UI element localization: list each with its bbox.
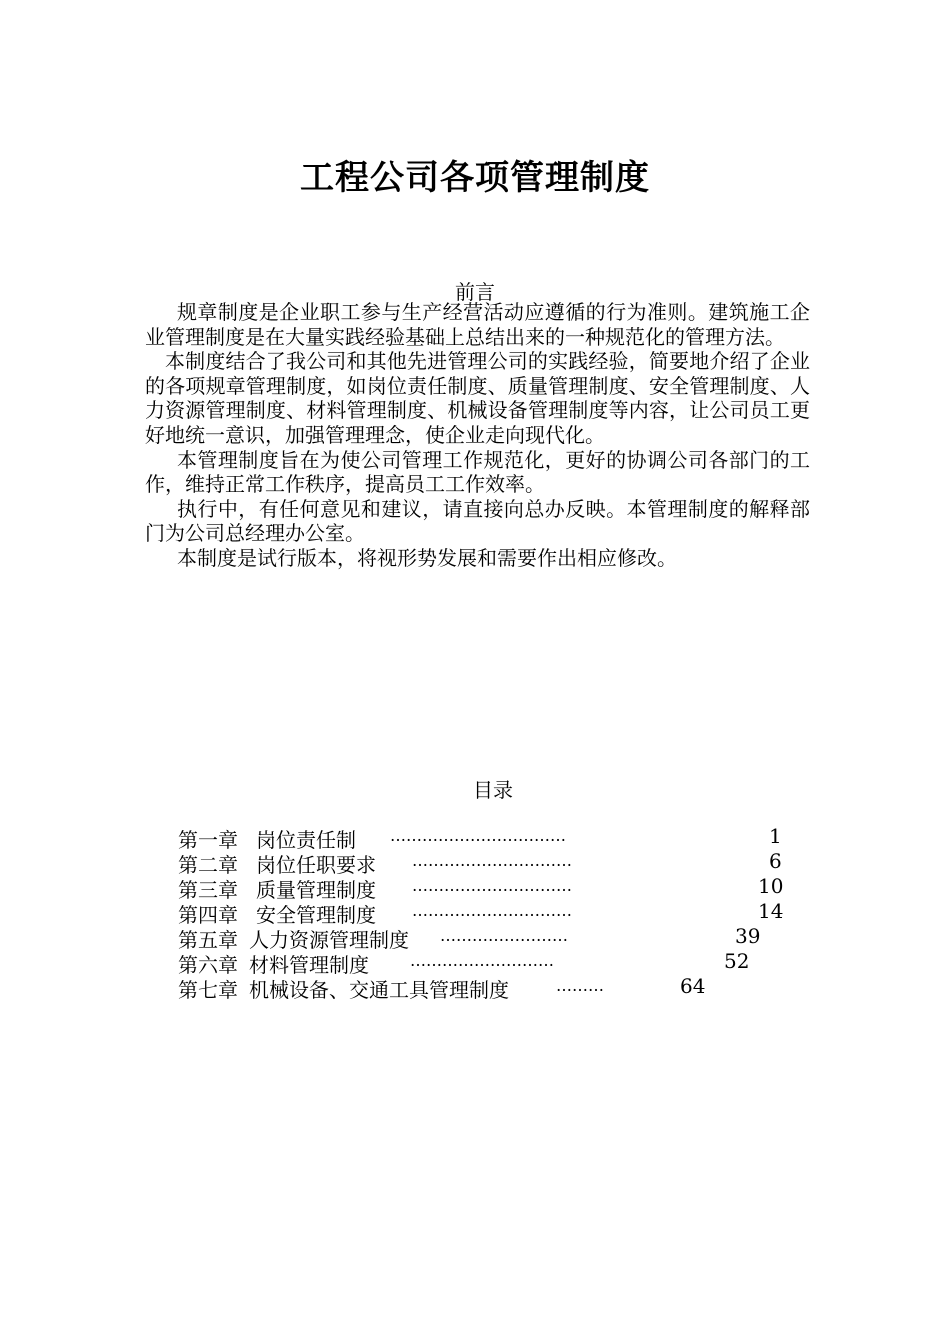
toc-chapter: 第六章 bbox=[178, 953, 238, 977]
toc-page: 64 bbox=[680, 974, 706, 998]
preface-paragraph: 本制度是试行版本，将视形势发展和需要作出相应修改。 bbox=[177, 545, 677, 570]
preface-paragraph: 执行中，有任何意见和建议，请直接向总办反映。本管理制度的解释部门为公司总经理办公室。 bbox=[145, 496, 810, 546]
toc-chapter: 第四章 bbox=[178, 903, 238, 927]
toc-leader: ……………………… bbox=[410, 951, 554, 970]
toc-title: 材料管理制度 bbox=[249, 953, 369, 977]
toc-chapter: 第一章 bbox=[178, 828, 238, 852]
preface-paragraph: 规章制度是企业职工参与生产经营活动应遵循的行为准则。建筑施工企业管理制度是在大量实践经验基础上总结出来的一种规范化的管理方法。 bbox=[145, 300, 810, 349]
preface-body bbox=[145, 300, 810, 571]
toc-title: 岗位任职要求 bbox=[256, 853, 376, 877]
toc-chapter: 第二章 bbox=[178, 853, 238, 877]
toc-title: 机械设备、交通工具管理制度 bbox=[249, 978, 509, 1002]
toc-page: 52 bbox=[724, 949, 750, 973]
toc-page: 39 bbox=[735, 924, 761, 948]
toc-title: 质量管理制度 bbox=[256, 878, 376, 902]
toc-page: 14 bbox=[758, 899, 784, 923]
toc-chapter: 第五章 bbox=[178, 928, 238, 952]
toc-page: 6 bbox=[769, 849, 782, 873]
preface-heading: 前言 bbox=[455, 280, 495, 304]
toc-chapter: 第三章 bbox=[178, 878, 238, 902]
preface-paragraph: 本制度结合了我公司和其他先进管理公司的实践经验，简要地介绍了企业的各项规章管理制度，如岗位责任制度、质量管理制度、安全管理制度、人力资源管理制度、材料管理制度、机械设备管理制度等内容，让公司员工更好地统一意识，加强管理理念，使企业走向现代化。 bbox=[145, 349, 810, 447]
toc-leader: ………………………… bbox=[412, 901, 572, 920]
toc-leader: ………………………… bbox=[412, 851, 572, 870]
toc-title: 安全管理制度 bbox=[256, 903, 376, 927]
toc-title: 人力资源管理制度 bbox=[249, 928, 409, 952]
toc-heading: 目录 bbox=[473, 778, 513, 802]
preface-paragraph: 本管理制度旨在为使公司管理工作规范化，更好的协调公司各部门的工作，维持正常工作秩序，提高员工工作效率。 bbox=[145, 447, 810, 497]
toc-title: 岗位责任制 bbox=[256, 828, 356, 852]
toc-leader: …………………… bbox=[440, 926, 568, 945]
toc-leader: …………………………… bbox=[390, 826, 566, 845]
document-title: 工程公司各项管理制度 bbox=[300, 158, 650, 198]
toc-leader: ………………………… bbox=[412, 876, 572, 895]
toc-chapter: 第七章 bbox=[178, 978, 238, 1002]
toc-page: 10 bbox=[758, 874, 784, 898]
toc-page: 1 bbox=[769, 824, 782, 848]
toc-leader: ……… bbox=[556, 976, 604, 995]
